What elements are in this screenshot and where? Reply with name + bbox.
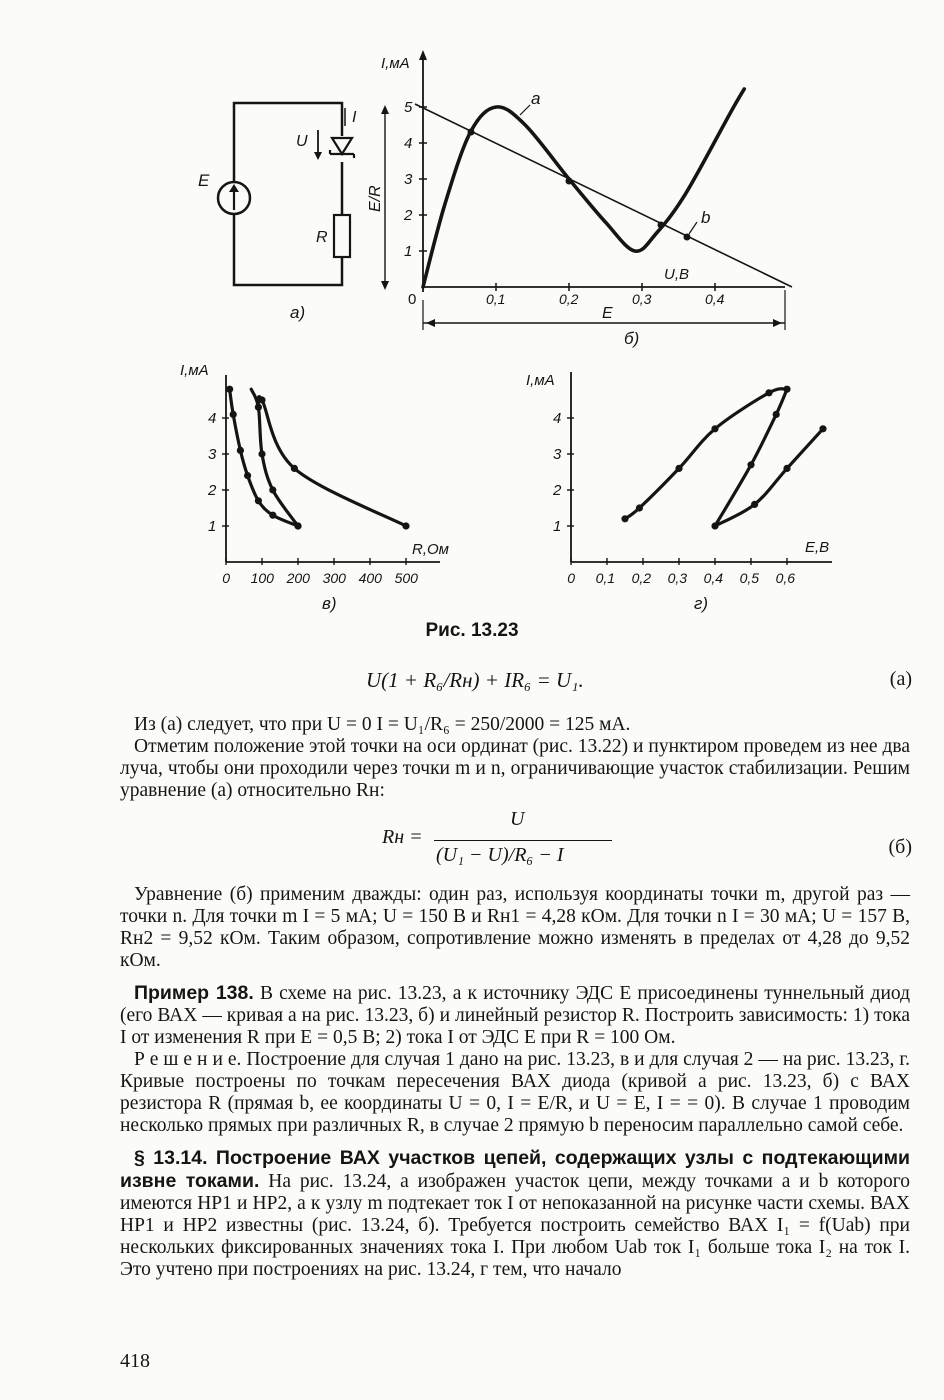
paragraph-6 — [120, 1147, 910, 1281]
x-tick-label: 0,1 — [595, 570, 616, 586]
x-tick-label: 400 — [358, 570, 382, 586]
equation-b-denominator: (U₁ − U)/R₆ − I — [436, 844, 564, 866]
plot-v-series — [226, 386, 410, 530]
x-tick-label: 0,4 — [703, 570, 724, 586]
y-tick-label: 2 — [404, 207, 413, 224]
data-point — [765, 389, 772, 396]
plot-v — [180, 362, 449, 613]
equation-b-number: (б) — [888, 836, 912, 858]
plot-g-ylabel: I,мА — [526, 372, 555, 389]
data-point — [636, 504, 643, 511]
paragraph-3: Уравнение (б) применим дважды: один раз, используя координаты точки m, другой раз — точки n. Для точки m I = 5 мА; U = 150 В и Rн1 = 4,28 кОм. Для точки n I = 30 мА; U = 157 В, Rн2 = 9,52 кОм. Таким образом, сопротивление можно изменять в пределах от 4,28 до 9,52 кОм. — [120, 884, 910, 971]
x-tick-label: 0,2 — [559, 291, 579, 307]
data-point — [783, 465, 790, 472]
resistor-icon — [334, 215, 350, 257]
y-tick-label: 2 — [553, 482, 562, 499]
diode-plot-side-label: E/R — [367, 185, 384, 212]
circuit-label-i: I — [352, 109, 357, 126]
y-tick-label: 1 — [553, 518, 562, 535]
y-tick-label: 3 — [404, 171, 413, 188]
x-tick-label: 0,3 — [667, 570, 688, 586]
data-point — [751, 501, 758, 508]
x-tick-label: 100 — [250, 570, 274, 586]
diode-plot-bottom-label: E — [602, 305, 613, 322]
data-point — [402, 522, 409, 529]
figure-13-23 — [0, 0, 944, 650]
data-point — [255, 497, 262, 504]
data-point — [747, 461, 754, 468]
plot-v-ylabel: I,мА — [180, 362, 209, 379]
data-point — [291, 465, 298, 472]
equation-a: U(1 + R₆/Rн) + IR₆ = U₁. — [366, 668, 584, 692]
section-heading: § 13.14. Построение ВАХ участков цепей, содержащих узлы с подтекающими извне токами. — [120, 1147, 910, 1192]
circuit-label-e: E — [198, 171, 210, 190]
equation-a-number: (а) — [889, 668, 912, 690]
x-tick-label: 500 — [394, 570, 418, 586]
y-tick-label: 4 — [208, 410, 217, 427]
paragraphs-1 — [120, 714, 910, 802]
y-tick-label: 1 — [404, 243, 413, 260]
diode-plot-ylabel: I,мА — [381, 55, 410, 72]
voltage-arrow-icon — [314, 152, 322, 160]
x-tick-label: 0,1 — [486, 291, 506, 307]
intersection-point — [566, 178, 573, 185]
paragraph-5: Р е ш е н и е. Построение для случая 1 дано на рис. 13.23, в и для случая 2 — на рис. 13.23, г. Кривые построены по точкам пересечения ВАХ диода (кривой а рис. 13.23, б) с ВАХ резистора R (прямая b, ее координаты U = 0, I = E/R, и U = E, I = = 0). В случае 1 проводим несколько прямых при различных R, в случае 2 прямую b переносим параллельно самой себе. — [120, 1049, 910, 1136]
y-tick-label: 1 — [208, 518, 217, 535]
plot-g-xlabel: E,В — [805, 539, 830, 556]
diode-iv-plot — [367, 50, 792, 348]
y-tick-label: 4 — [553, 410, 562, 427]
plot-g-sublabel: г) — [694, 594, 709, 613]
data-point — [675, 465, 682, 472]
example-body: В схеме на рис. 13.23, а к источнику ЭДС E присоединены туннельный диод (его ВАХ — кривая а на рис. 13.23, б) и линейный резистор R. Построить зависимость: 1) тока I от изменения R при E = 0,5 В; 2) тока I от ЭДС E при R = 100 Ом. — [120, 983, 911, 1048]
data-point — [819, 425, 826, 432]
data-point — [237, 447, 244, 454]
circuit-sublabel: а) — [290, 303, 306, 322]
equation-b-lhs: Rн = — [382, 826, 423, 848]
data-point — [294, 522, 301, 529]
paragraph-1: Из (а) следует, что при U = 0 I = U₁/R₆ = 250/2000 = 125 мА. — [134, 714, 631, 735]
paragraph-2: Отметим положение этой точки на оси ординат (рис. 13.22) и пунктиром проведем из нее два луча, чтобы они проходили через точки m и n, ограничивающие участок стабилизации. Решим уравнение (а) относительно Rн: — [120, 736, 910, 801]
fraction-bar — [434, 840, 612, 841]
x-tick-label: 0,6 — [775, 570, 796, 586]
x-tick-label: 0,3 — [632, 291, 652, 307]
y-tick-label: 2 — [208, 482, 217, 499]
circuit-diagram — [198, 103, 357, 322]
circuit-label-u: U — [296, 133, 308, 150]
example-heading: Пример 138. — [134, 982, 254, 1004]
data-point — [269, 512, 276, 519]
plot-g-series — [621, 386, 826, 530]
figure-caption: Рис. 13.23 — [425, 620, 519, 641]
curve-a-label: а — [531, 89, 541, 108]
data-point — [230, 411, 237, 418]
x-tick-label: 200 — [286, 570, 310, 586]
y-tick-label: 4 — [404, 135, 413, 152]
equation-b-numerator: U — [510, 808, 525, 830]
line-b-label: b — [701, 208, 711, 227]
data-point — [711, 425, 718, 432]
intersection-point — [468, 129, 475, 136]
diode-curve-a — [423, 89, 744, 287]
diode-plot-sublabel: б) — [624, 329, 640, 348]
data-point — [269, 486, 276, 493]
x-tick-label: 0,5 — [739, 570, 760, 586]
plot-v-sublabel: в) — [322, 594, 337, 613]
y-tick-label: 3 — [553, 446, 562, 463]
paragraph-4 — [120, 982, 910, 1049]
y-axis-arrow-icon — [419, 50, 427, 60]
x-tick-label: 300 — [322, 570, 346, 586]
data-point — [226, 386, 233, 393]
plot-g — [526, 372, 832, 613]
y-tick-label: 3 — [208, 446, 217, 463]
series-line-3 — [258, 397, 406, 526]
line-b-point — [684, 234, 691, 241]
series-line-3 — [715, 429, 823, 526]
data-point — [244, 472, 251, 479]
data-point — [258, 450, 265, 457]
series-line-1 — [625, 389, 787, 519]
data-point — [621, 515, 628, 522]
paragraphs-2 — [120, 884, 910, 1281]
x-tick-label: 0 — [222, 570, 230, 586]
circuit-label-r: R — [316, 229, 328, 246]
diode-plot-origin: 0 — [408, 291, 417, 308]
section-body: На рис. 13.24, а изображен участок цепи, между точками а и b которого имеются НР1 и НР2, а к узлу m подтекает ток I от непоказанной на рисунке части схемы. ВАХ НР1 и НР2 известны (рис. 13.24, б). Требуется построить семейство ВАХ I₁ = f(Uab) при нескольких фиксированных значениях тока I. При любом Uab ток I₁ больше тока I₂ на ток I. Это учтено при построениях на рис. 13.24, г тем, что начало — [120, 1171, 910, 1280]
intersection-point — [658, 222, 665, 229]
data-point — [773, 411, 780, 418]
y-tick-label: 5 — [404, 99, 413, 116]
x-tick-label: 0,4 — [705, 291, 725, 307]
x-tick-label: 0,2 — [631, 570, 652, 586]
data-point — [258, 396, 265, 403]
x-tick-label: 0 — [567, 570, 575, 586]
page-number: 418 — [120, 1350, 150, 1372]
diode-plot-xlabel: U,В — [664, 266, 690, 283]
plot-v-xlabel: R,Ом — [412, 541, 449, 558]
